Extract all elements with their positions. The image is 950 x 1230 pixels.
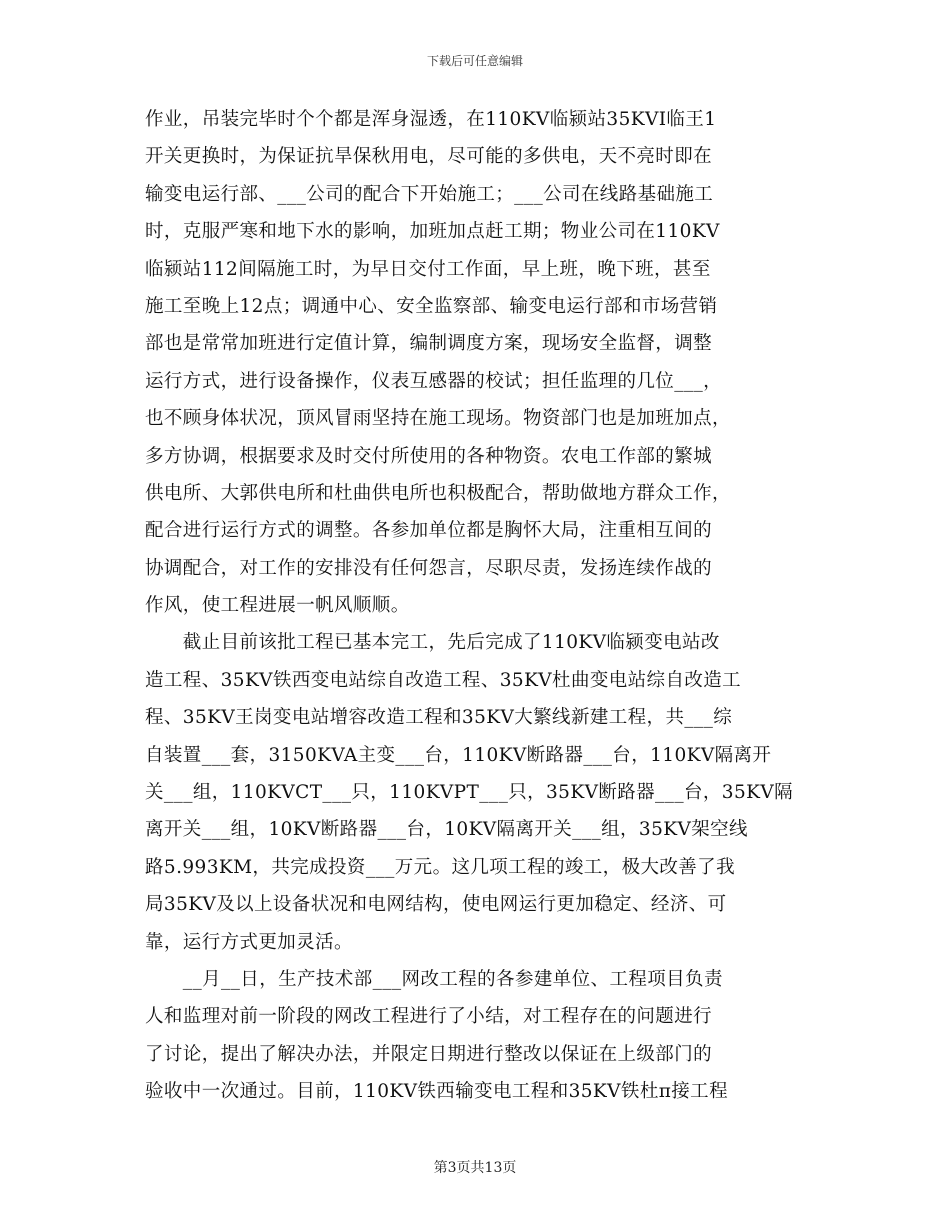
text-line: 程、35KV王岗变电站增容改造工程和35KV大繁线新建工程，共___综 (145, 707, 733, 729)
text-line: 部也是常常加班进行定值计算，编制调度方案，现场安全监督，调整 (145, 333, 713, 355)
text-line: 作业，吊装完毕时个个都是浑身湿透，在110KV临颍站35KVⅠ临王1 (145, 109, 717, 130)
text-line: 也不顾身体状况，顶风冒雨坚持在施工现场。物资部门也是加班加点， (145, 408, 731, 430)
text-line: __月__日，生产技术部___网改工程的各参建单位、工程项目负责 (145, 968, 723, 990)
text-line: 输变电运行部、___公司的配合下开始施工；___公司在线路基础施工 (145, 183, 714, 205)
text-line: 路5.993KM，共完成投资___万元。这几项工程的竣工，极大改善了我 (145, 856, 735, 878)
text-line: 多方协调，根据要求及时交付所使用的各种物资。农电工作部的繁城 (145, 445, 713, 467)
text-line: 临颍站112间隔施工时，为早日交付工作面，早上班，晚下班，甚至 (145, 258, 711, 280)
text-line: 了讨论，提出了解决办法，并限定日期进行整改以保证在上级部门的 (145, 1043, 713, 1065)
body-text (145, 101, 805, 1111)
text-line: 人和监理对前一阶段的网改工程进行了小结，对工程存在的问题进行 (145, 1006, 713, 1028)
text-line: 靠，运行方式更加灵活。 (145, 931, 353, 953)
page-footer: 第3页共13页 (433, 1160, 517, 1176)
text-line: 局35KV及以上设备状况和电网结构，使电网运行更加稳定、经济、可 (145, 894, 727, 916)
text-line: 协调配合，对工作的安排没有任何怨言，尽职尽责，发扬连续作战的 (145, 557, 713, 579)
text-line: 施工至晚上12点；调通中心、安全监察部、输变电运行部和市场营销 (145, 295, 718, 317)
text-line: 开关更换时，为保证抗旱保秋用电，尽可能的多供电，天不亮时即在 (145, 146, 713, 168)
text-line: 供电所、大郭供电所和杜曲供电所也积极配合，帮助做地方群众工作， (145, 482, 731, 504)
text-line: 时，克服严寒和地下水的影响，加班加点赶工期；物业公司在110KV (145, 221, 720, 243)
text-line: 截止目前该批工程已基本完工，先后完成了110KV临颍变电站改 (145, 632, 720, 654)
text-line: 配合进行运行方式的调整。各参加单位都是胸怀大局，注重相互间的 (145, 520, 713, 542)
text-line: 离开关___组，10KV断路器___台，10KV隔离开关___组，35KV架空线 (145, 819, 748, 841)
text-line: 验收中一次通过。目前，110KV铁西输变电工程和35KV铁杜π接工程 (145, 1081, 728, 1103)
text-line: 造工程、35KV铁西变电站综自改造工程、35KV杜曲变电站综自改造工 (145, 669, 742, 691)
page-header: 下载后可任意编辑 (426, 54, 523, 68)
text-line: 运行方式，进行设备操作，仪表互感器的校试；担任监理的几位___， (145, 370, 723, 392)
text-line: 自装置___套，3150KVA主变___台，110KV断路器___台，110KV隔离开 (145, 744, 772, 766)
text-line: 作风，使工程进展一帆风顺顺。 (145, 595, 410, 617)
text-line: 关___组，110KVCT___只，110KVPT___只，35KV断路器___台，35KV隔 (145, 782, 794, 804)
